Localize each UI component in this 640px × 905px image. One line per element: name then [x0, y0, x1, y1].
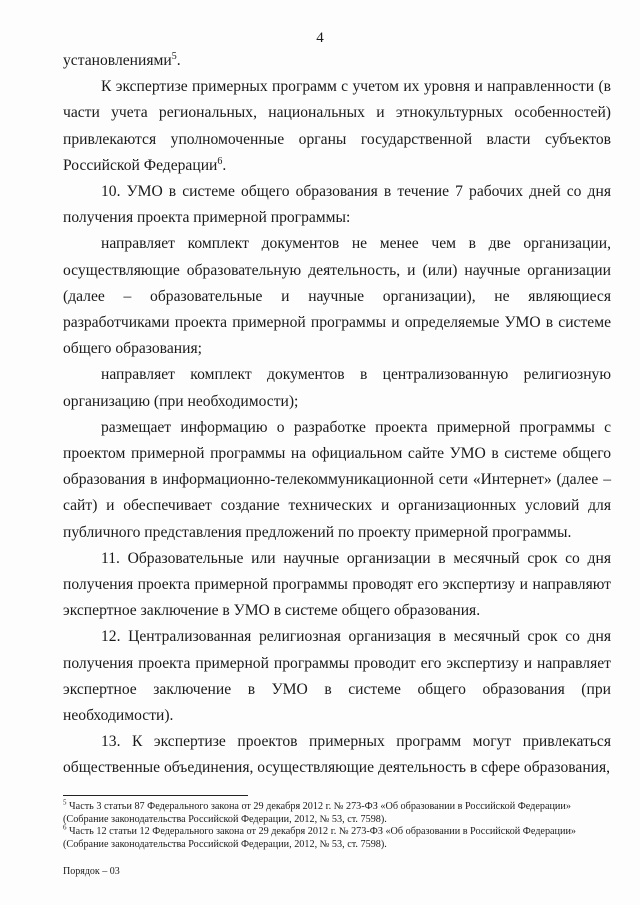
body-text [63, 48, 611, 782]
paragraph-item-12: 12. Централизованная религиозная организация в месячный срок со дня получения проекта примерной программы проводит его экспертизу и направляет экспертное заключение в УМО в системе общего образования (при необходимости). [63, 628, 611, 725]
document-code: Порядок – 03 [63, 866, 120, 877]
footnote-mark: 5 [63, 798, 67, 807]
paragraph-item-10-sub-2: направляет комплект документов в централизованную религиозную организацию (при необходимости); [63, 366, 611, 410]
footnote-text: Часть 12 статьи 12 Федерального закона от 29 декабря 2012 г. № 273-ФЗ «Об образовании в Российской Федерации» (Собрание законодательства Российской Федерации, 2012, № 53, ст. 7598). [63, 826, 577, 850]
footnote-ref-6[interactable]: 6 [217, 155, 223, 167]
paragraph-end: . [176, 52, 181, 69]
footnote-ref-5[interactable]: 5 [171, 50, 177, 62]
footnote-mark: 6 [63, 823, 67, 832]
paragraph-continuation [63, 48, 611, 74]
footnote-divider [63, 795, 248, 796]
paragraph-item-10-sub-3: размещает информацию о разработке проекта примерной программы с проектом примерной программы на официальном сайте УМО в системе общего образования в информационно-телекоммуникационной сети «Интернет» (далее – сайт) и обеспечивает создание технических и организационных условий для публичного представления предложений по проекту примерной программы. [63, 418, 611, 541]
paragraph-item-10: 10. УМО в системе общего образования в течение 7 рабочих дней со дня получения проекта примерной программы: [63, 183, 611, 227]
paragraph-end: . [222, 156, 227, 174]
footnotes [63, 798, 615, 851]
paragraph-text: К экспертизе примерных программ с учетом их уровня и направленности (в части учета региональных, национальных и этнокультурных особенностей) привлекаются уполномоченные органы государственной власти субъектов Российской Федерации [63, 78, 611, 174]
footnote-6 [63, 823, 615, 851]
page-number: 4 [316, 30, 324, 46]
paragraph-item-10-sub-1: направляет комплект документов не менее чем в две организации, осуществляющие образовательную деятельность, и (или) научные организации (далее – образовательные и научные организации), не являющиеся разработчиками проекта примерной программы и определяемые УМО в системе общего образования; [63, 235, 611, 358]
paragraph-text: установлениями [63, 52, 172, 69]
footnote-text: Часть 3 статьи 87 Федерального закона от 29 декабря 2012 г. № 273-ФЗ «Об образовании в Российской Федерации» (Собрание законодательства Российской Федерации, 2012, № 53, ст. 7598). [63, 801, 571, 825]
footnote-5 [63, 798, 615, 826]
paragraph-item-11: 11. Образовательные или научные организации в месячный срок со дня получения проекта примерной программы проводят его экспертизу и направляют экспертное заключение в УМО в системе общего образования. [63, 549, 611, 620]
paragraph-expertise-authorities [63, 74, 611, 179]
paragraph-item-13: 13. К экспертизе проектов примерных программ могут привлекаться общественные объединения, осуществляющие деятельность в сфере образования, [63, 733, 611, 777]
